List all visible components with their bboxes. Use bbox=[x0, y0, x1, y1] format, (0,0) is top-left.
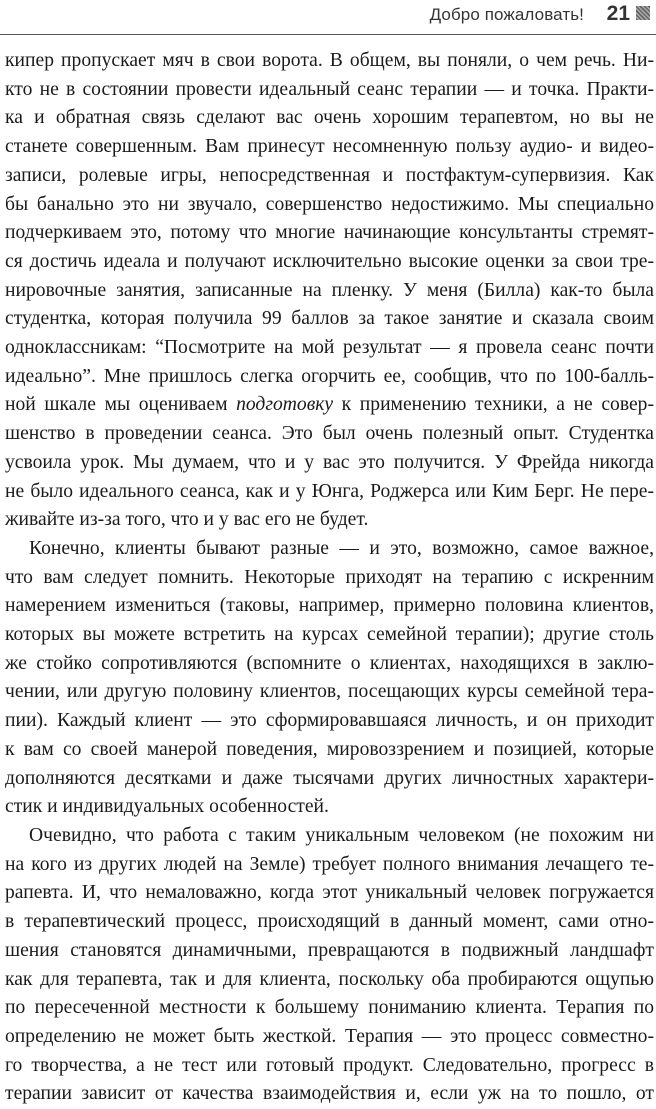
text-line: не было идеального сеанса, как и у Юнга, Роджерса или Ким Берг. Не пере- bbox=[5, 480, 654, 502]
text-fragment: ной шкале мы оцениваем bbox=[5, 394, 237, 416]
text-line: рапевта. И, что немаловажно, когда этот уникальный человек погружается bbox=[5, 882, 654, 904]
page-header bbox=[0, 0, 656, 36]
text-fragment: к применению техники, а не совер- bbox=[333, 394, 654, 416]
text-line: дополняются десятками и даже тысячами других личностных характери- bbox=[5, 767, 654, 789]
text-line: нировочные занятия, записанные на пленку. У меня (Билла) как-то была bbox=[5, 279, 654, 301]
header-rule bbox=[0, 34, 656, 35]
text-line: кто не в состоянии провести идеальный сеанс терапии — и точка. Практи- bbox=[5, 78, 654, 100]
text-line: живайте из-за того, что и у вас его не будет. bbox=[5, 509, 369, 531]
text-line: студентка, которая получила 99 баллов за такое занятие и сказала своим bbox=[5, 308, 654, 330]
text-line: подчеркиваем это, потому что многие начинающие консультанты стремят- bbox=[5, 222, 654, 244]
text-line: как для терапевта, так и для клиента, поскольку оба пробираются ощупью bbox=[5, 968, 654, 990]
text-line-with-emphasis bbox=[5, 391, 654, 420]
text-line: ка и обратная связь сделают вас очень хорошим терапевтом, но вы не bbox=[5, 107, 654, 129]
text-line: же стойко сопротивляются (вспомните о клиентах, находящихся в заклю- bbox=[5, 652, 654, 674]
text-line: намерением измениться (таковы, например, примерно половина клиентов, bbox=[5, 595, 654, 617]
text-line: в терапевтический процесс, происходящий в данный момент, сами отно- bbox=[5, 911, 654, 933]
paragraph-2 bbox=[5, 535, 654, 822]
text-line: стик и индивидуальных особенностей. bbox=[5, 796, 329, 818]
text-line: одноклассникам: “Посмотрите на мой результат — я провела сеанс почти bbox=[5, 337, 654, 359]
text-line: идеально”. Мне пришлось слегка огорчить ее, сообщив, что по 100-балль- bbox=[5, 365, 654, 387]
emphasized-word: подготовку bbox=[236, 394, 334, 416]
text-line: шения становятся динамичными, превращаются в подвижный ландшафт bbox=[5, 939, 654, 961]
text-line: усвоила урок. Мы думаем, что и у вас это получится. У Фрейда никогда bbox=[5, 451, 654, 473]
text-line: чении, или другую половину клиентов, посещающих курсы семейной тера- bbox=[5, 681, 654, 703]
page-number: 21 bbox=[606, 2, 630, 25]
text-line: по пересеченной местности к большему пониманию клиента. Терапия по bbox=[5, 997, 654, 1019]
page-corner-mark bbox=[636, 6, 650, 20]
text-line: определению не может быть жесткой. Терапия — это процесс совместно- bbox=[5, 1025, 654, 1047]
text-line: бы банально это ни звучало, совершенство недостижимо. Мы специально bbox=[5, 193, 654, 215]
text-line: ся достичь идеала и получают исключительно высокие оценки за свои тре- bbox=[5, 250, 654, 272]
text-line: го творчества, а не тест или готовый продукт. Следовательно, прогресс в bbox=[5, 1054, 654, 1076]
text-line: пии). Каждый клиент — это сформировавшаяся личность, и он приходит bbox=[5, 710, 654, 732]
text-line: терапии зависит от качества взаимодействия и, если уж на то пошло, от bbox=[5, 1083, 654, 1105]
text-line: к вам со своей манерой поведения, мировоззрением и позицией, которые bbox=[5, 738, 654, 760]
text-line: Конечно, клиенты бывают разные — и это, возможно, самое важное, bbox=[29, 537, 654, 559]
body-text bbox=[5, 47, 654, 1109]
text-line: что вам следует помнить. Некоторые приходят на терапию с искренним bbox=[5, 566, 654, 588]
text-line: Очевидно, что работа с таким уникальным человеком (не похожим ни bbox=[29, 824, 654, 846]
text-line: кипер пропускает мяч в свои ворота. В общем, вы поняли, о чем речь. Ни- bbox=[5, 50, 654, 71]
text-line: которых вы можете встретить на курсах семейной терапии); другие столь bbox=[5, 624, 654, 646]
text-line: станете совершенным. Вам принесут несомненную пользу аудио- и видео- bbox=[5, 136, 654, 158]
text-line: шенство в проведении сеанса. Это был очень полезный опыт. Студентка bbox=[5, 423, 654, 445]
text-line: записи, ролевые игры, непосредственная и постфактум-супервизия. Как bbox=[5, 164, 654, 186]
paragraph-3 bbox=[5, 822, 654, 1109]
running-title: Добро пожаловать! bbox=[429, 5, 584, 24]
text-line: на кого из других людей на Земле) требует полного внимания лечащего те- bbox=[5, 853, 654, 875]
paragraph-1 bbox=[5, 47, 654, 535]
